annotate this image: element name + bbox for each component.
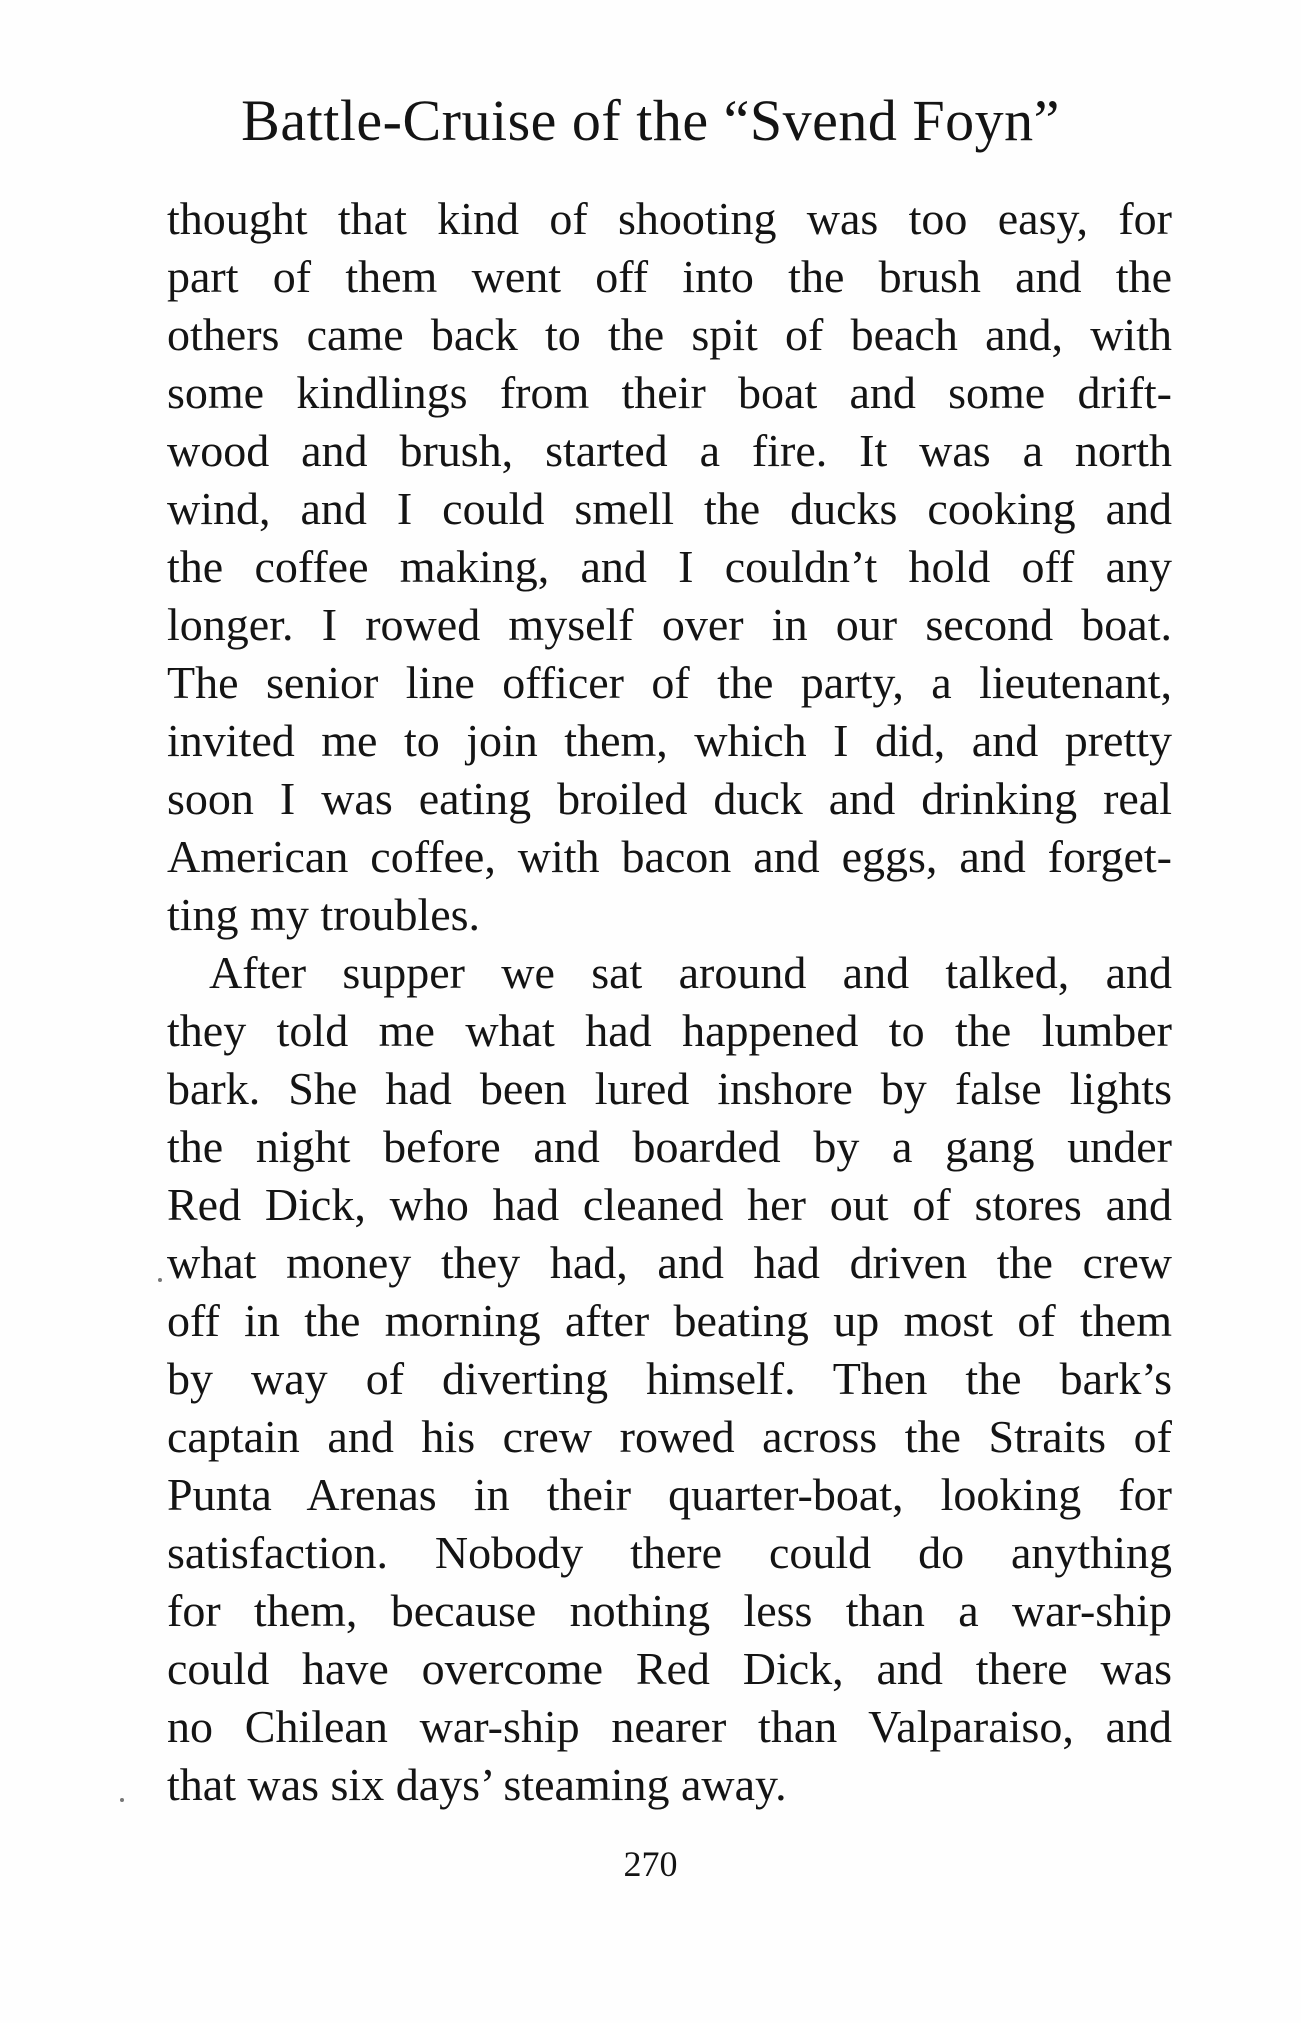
text-line: invited me to join them, which I did, and pretty xyxy=(167,715,1172,766)
text-line: American coffee, with bacon and eggs, and forget- xyxy=(167,831,1172,882)
text-line: they told me what had happened to the lumber xyxy=(167,1005,1172,1056)
text-line: the night before and boarded by a gang under xyxy=(167,1121,1172,1172)
print-speck xyxy=(120,1798,124,1802)
text-line: for them, because nothing less than a war-ship xyxy=(167,1585,1172,1636)
text-line: longer. I rowed myself over in our second boat. xyxy=(167,599,1172,650)
text-line: no Chilean war-ship nearer than Valparaiso, and xyxy=(167,1701,1172,1752)
text-line: captain and his crew rowed across the Straits of xyxy=(167,1411,1172,1462)
text-line: by way of diverting himself. Then the bark’s xyxy=(167,1353,1172,1404)
text-line: wood and brush, started a fire. It was a north xyxy=(167,425,1172,476)
paragraph-2 xyxy=(167,944,1172,1814)
text-line: the coffee making, and I couldn’t hold off any xyxy=(167,541,1172,592)
text-line: wind, and I could smell the ducks cooking and xyxy=(167,483,1172,534)
text-line: The senior line officer of the party, a lieutenant, xyxy=(167,657,1172,708)
paragraph-1 xyxy=(167,190,1172,944)
text-line: Red Dick, who had cleaned her out of stores and xyxy=(167,1179,1172,1230)
running-head: Battle-Cruise of the “Svend Foyn” xyxy=(241,88,1060,153)
text-line: part of them went off into the brush and the xyxy=(167,251,1172,302)
text-line: others came back to the spit of beach and, with xyxy=(167,309,1172,360)
text-line: After supper we sat around and talked, and xyxy=(209,947,1172,998)
text-line: some kindlings from their boat and some drift- xyxy=(167,367,1172,418)
text-line: thought that kind of shooting was too easy, for xyxy=(167,193,1172,244)
text-line: satisfaction. Nobody there could do anything xyxy=(167,1527,1172,1578)
print-speck xyxy=(158,1278,162,1282)
text-line: that was six days’ steaming away. xyxy=(167,1759,787,1810)
text-line: could have overcome Red Dick, and there was xyxy=(167,1643,1172,1694)
page-number: 270 xyxy=(623,1844,678,1884)
text-line: bark. She had been lured inshore by false lights xyxy=(167,1063,1172,1114)
text-line: soon I was eating broiled duck and drinking real xyxy=(167,773,1172,824)
text-line: what money they had, and had driven the crew xyxy=(167,1237,1172,1288)
text-line: Punta Arenas in their quarter-boat, looking for xyxy=(167,1469,1172,1520)
text-line: off in the morning after beating up most of them xyxy=(167,1295,1172,1346)
body-text xyxy=(167,190,1172,1814)
text-line: ting my troubles. xyxy=(167,889,481,940)
